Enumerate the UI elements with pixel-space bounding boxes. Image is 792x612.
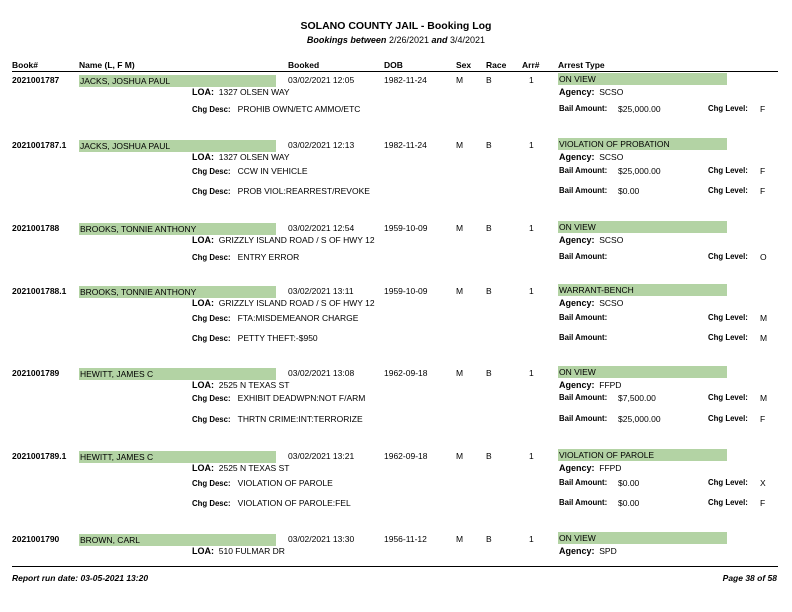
page-number: Page 38 of 58 [722,573,777,583]
agency-row [559,463,621,473]
loa-value: 2525 N TEXAS ST [218,380,290,390]
arrest-number: 1 [529,223,534,233]
bail-amount: $25,000.00 [618,166,661,176]
chg-level-label: Chg Level: [708,104,748,113]
agency-row [559,298,623,308]
charge-level: F [760,414,766,424]
agency-value: SCSO [599,152,624,162]
race: B [486,286,492,296]
col-header-arr: Arr# [522,60,540,70]
charge-desc-row [192,252,299,262]
col-header-book: Book# [12,60,38,70]
loa-row [192,380,289,390]
bail-amount-label: Bail Amount: [559,393,608,402]
chg-level-label: Chg Level: [708,166,748,175]
arrest-type: ON VIEW [558,366,727,378]
agency-row [559,546,617,556]
dob: 1959-10-09 [384,286,428,296]
charge-desc: PROB VIOL:REARREST/REVOKE [237,186,370,196]
chg-desc-label: Chg Desc: [192,415,231,424]
col-header-race: Race [486,60,507,70]
charge-desc: PROHIB OWN/ETC AMMO/ETC [237,104,361,114]
book-number: 2021001788.1 [12,286,67,296]
loa-value: GRIZZLY ISLAND ROAD / S OF HWY 12 [218,298,375,308]
booked-datetime: 03/02/2021 13:08 [288,368,355,378]
chg-level-label: Chg Level: [708,186,748,195]
book-number: 2021001788 [12,223,60,233]
arrest-number: 1 [529,140,534,150]
charge-desc-row [192,186,370,196]
agency-value: SCSO [599,298,624,308]
loa-row [192,235,375,245]
agency-value: SPD [599,546,617,556]
dob: 1982-11-24 [384,140,427,150]
charge-desc: THRTN CRIME:INT:TERRORIZE [237,414,363,424]
dob: 1962-09-18 [384,368,428,378]
loa-label: LOA: [192,235,214,245]
col-header-arrest-type: Arrest Type [558,60,605,70]
charge-desc-row [192,414,363,424]
bail-amount-label: Bail Amount: [559,498,608,507]
charge-desc: EXHIBIT DEADWPN:NOT F/ARM [237,393,366,403]
sex: M [456,451,464,461]
bail-amount-label: Bail Amount: [559,414,608,423]
sex: M [456,534,464,544]
charge-desc: CCW IN VEHICLE [237,166,308,176]
date-from: 2/26/2021 [388,35,429,45]
charge-level: M [760,393,768,403]
agency-row [559,87,623,97]
book-number: 2021001787 [12,75,60,85]
charge-desc-row [192,478,333,488]
sex: M [456,140,464,150]
sex: M [456,223,464,233]
book-number: 2021001789 [12,368,60,378]
booked-datetime: 03/02/2021 13:21 [288,451,355,461]
inmate-name: BROWN, CARL [79,534,276,546]
chg-level-label: Chg Level: [708,498,748,507]
charge-desc: VIOLATION OF PAROLE [237,478,333,488]
chg-desc-label: Chg Desc: [192,334,231,343]
loa-value: 1327 OLSEN WAY [218,87,290,97]
chg-level-label: Chg Level: [708,252,748,261]
chg-desc-label: Chg Desc: [192,314,231,323]
bail-amount: $0.00 [618,186,640,196]
chg-desc-label: Chg Desc: [192,479,231,488]
booked-datetime: 03/02/2021 12:05 [288,75,355,85]
footer-rule [12,566,778,567]
bail-amount: $25,000.00 [618,414,661,424]
dob: 1962-09-18 [384,451,428,461]
inmate-name: HEWITT, JAMES C [79,368,276,380]
arrest-type: WARRANT-BENCH [558,284,727,296]
race: B [486,140,492,150]
charge-desc: PETTY THEFT:-$950 [237,333,318,343]
booked-datetime: 03/02/2021 13:30 [288,534,355,544]
col-header-dob: DOB [384,60,403,70]
bail-amount: $7,500.00 [618,393,656,403]
report-run-date: Report run date: 03-05-2021 13:20 [12,573,149,583]
charge-desc-row [192,166,308,176]
inmate-name: HEWITT, JAMES C [79,451,276,463]
arrest-number: 1 [529,286,534,296]
dob: 1959-10-09 [384,223,428,233]
agency-value: SCSO [599,87,624,97]
charge-desc-row [192,393,365,403]
chg-level-label: Chg Level: [708,393,748,402]
report-subtitle [0,35,792,45]
chg-desc-label: Chg Desc: [192,187,231,196]
charge-level: O [760,252,767,262]
arrest-number: 1 [529,368,534,378]
chg-desc-label: Chg Desc: [192,499,231,508]
inmate-name: BROOKS, TONNIE ANTHONY [79,286,276,298]
chg-level-label: Chg Level: [708,414,748,423]
charge-level: F [760,166,766,176]
agency-row [559,235,623,245]
loa-row [192,298,375,308]
loa-label: LOA: [192,152,214,162]
arrest-type: VIOLATION OF PROBATION [558,138,727,150]
agency-value: SCSO [599,235,624,245]
loa-row [192,87,290,97]
booked-datetime: 03/02/2021 13:11 [288,286,354,296]
arrest-type: VIOLATION OF PAROLE [558,449,727,461]
charge-level: F [760,186,766,196]
chg-level-label: Chg Level: [708,333,748,342]
agency-row [559,152,623,162]
charge-desc-row [192,333,318,343]
charge-desc-row [192,104,360,114]
book-number: 2021001787.1 [12,140,67,150]
loa-value: 2525 N TEXAS ST [218,463,290,473]
book-number: 2021001790 [12,534,60,544]
header-rule [12,71,778,72]
loa-row [192,152,290,162]
agency-label: Agency: [559,298,595,308]
charge-level: X [760,478,766,488]
agency-label: Agency: [559,87,595,97]
booked-datetime: 03/02/2021 12:54 [288,223,355,233]
race: B [486,368,492,378]
arrest-number: 1 [529,534,534,544]
dob: 1956-11-12 [384,534,427,544]
race: B [486,534,492,544]
bail-amount-label: Bail Amount: [559,478,608,487]
col-header-booked: Booked [288,60,320,70]
subtitle-prefix: Bookings between [306,35,387,45]
booked-datetime: 03/02/2021 12:13 [288,140,355,150]
loa-label: LOA: [192,546,214,556]
inmate-name: JACKS, JOSHUA PAUL [79,140,276,152]
loa-value: 510 FULMAR DR [218,546,285,556]
arrest-type: ON VIEW [558,73,727,85]
loa-row [192,463,289,473]
book-number: 2021001789.1 [12,451,67,461]
race: B [486,223,492,233]
loa-label: LOA: [192,380,214,390]
agency-value: FFPD [599,463,622,473]
charge-desc: VIOLATION OF PAROLE:FEL [237,498,351,508]
chg-desc-label: Chg Desc: [192,253,231,262]
charge-desc: ENTRY ERROR [237,252,300,262]
chg-level-label: Chg Level: [708,313,748,322]
loa-row [192,546,285,556]
race: B [486,451,492,461]
charge-level: M [760,313,768,323]
loa-value: GRIZZLY ISLAND ROAD / S OF HWY 12 [218,235,375,245]
chg-desc-label: Chg Desc: [192,167,231,176]
dob: 1982-11-24 [384,75,427,85]
agency-value: FFPD [599,380,622,390]
date-to: 3/4/2021 [450,35,486,45]
charge-desc-row [192,498,351,508]
loa-label: LOA: [192,298,214,308]
bail-amount-label: Bail Amount: [559,252,608,261]
bail-amount-label: Bail Amount: [559,186,608,195]
sex: M [456,75,464,85]
chg-level-label: Chg Level: [708,478,748,487]
inmate-name: JACKS, JOSHUA PAUL [79,75,276,87]
bail-amount: $0.00 [618,498,640,508]
agency-row [559,380,621,390]
arrest-type: ON VIEW [558,532,727,544]
charge-desc: FTA:MISDEMEANOR CHARGE [237,313,359,323]
col-header-name: Name (L, F M) [79,60,135,70]
chg-desc-label: Chg Desc: [192,105,231,114]
agency-label: Agency: [559,463,595,473]
sex: M [456,368,464,378]
sex: M [456,286,464,296]
subtitle-and: and [431,35,448,45]
charge-level: F [760,498,766,508]
bail-amount-label: Bail Amount: [559,333,608,342]
bail-amount-label: Bail Amount: [559,166,608,175]
chg-desc-label: Chg Desc: [192,394,231,403]
arrest-type: ON VIEW [558,221,727,233]
agency-label: Agency: [559,152,595,162]
bail-amount: $25,000.00 [618,104,661,114]
agency-label: Agency: [559,380,595,390]
loa-label: LOA: [192,463,214,473]
race: B [486,75,492,85]
loa-label: LOA: [192,87,214,97]
charge-level: M [760,333,768,343]
bail-amount-label: Bail Amount: [559,104,608,113]
agency-label: Agency: [559,546,595,556]
report-title: SOLANO COUNTY JAIL - Booking Log [300,20,492,32]
charge-desc-row [192,313,358,323]
col-header-sex: Sex [456,60,472,70]
charge-level: F [760,104,766,114]
bail-amount: $0.00 [618,478,640,488]
loa-value: 1327 OLSEN WAY [218,152,290,162]
inmate-name: BROOKS, TONNIE ANTHONY [79,223,276,235]
bail-amount-label: Bail Amount: [559,313,608,322]
agency-label: Agency: [559,235,595,245]
arrest-number: 1 [529,451,534,461]
arrest-number: 1 [529,75,534,85]
